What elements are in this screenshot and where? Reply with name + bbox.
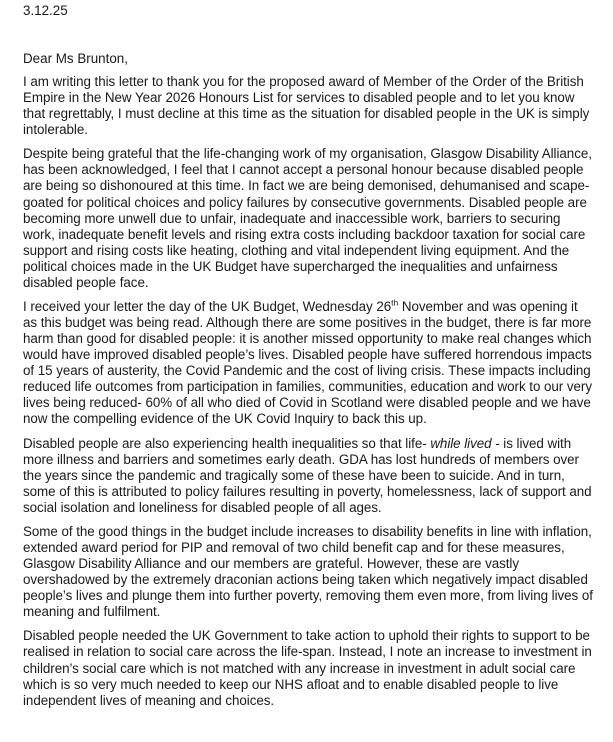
paragraph-4 bbox=[23, 436, 595, 516]
paragraph-3-start: I received your letter the day of the UK Budget, Wednesday 26 bbox=[23, 298, 392, 314]
emphasis-while-lived: while lived bbox=[430, 435, 492, 451]
paragraph-6: Disabled people needed the UK Government to take action to uphold their rights to support to be realised in relation to social care across the life-span. Instead, I note an increase to investment in children’s social care which is not matched with any increase in investment in adult social care which is so very much needed to keep our NHS afloat and to enable disabled people to live independent lives of meaning and choices. bbox=[23, 628, 592, 708]
paragraph-3 bbox=[23, 299, 595, 427]
paragraph-3-rest: November and was opening it as this budget was being read. Although there are some positives in the budget, there is far more harm than good for disabled people: it is another missed opportunity to make real changes which would have improved disabled people’s lives. Disabled people have suffered horrendous impacts of 15 years of austerity, the Covid Pandemic and the cost of living crisis. These impacts including reduced life outcomes from participation in families, communities, education and work to our very lives being reduced- 60% of all who died of Covid in Scotland were disabled people and we have now the compelling evidence of the UK Covid Inquiry to back this up. bbox=[23, 298, 592, 427]
letter-body bbox=[23, 74, 595, 717]
paragraph-2: Despite being grateful that the life-changing work of my organisation, Glasgow Disability Alliance, has been acknowledged, I feel that I cannot accept a personal honour because disabled people are being so dishonoured at this time. In fact we are being demonised, dehumanised and scape-goated for political choices and policy failures by consecutive governments. Disabled people are becoming more unwell due to unfair, inadequate and inaccessible work, barriers to securing work, inadequate benefit levels and rising extra costs including backdoor taxation for social care support and rising costs like heating, clothing and vital independent living equipment. And the political choices made in the UK Budget have supercharged the inequalities and unfairness disabled people face. bbox=[23, 146, 592, 290]
letter-page bbox=[23, 0, 595, 708]
salutation: Dear Ms Brunton, bbox=[23, 51, 128, 66]
paragraph-4-rest: - is lived with more illness and barriers and sometimes early death. GDA has lost hundreds of members over the years since the pandemic and tragically some of these have been to suicide. And in turn, some of this is attributed to policy failures resulting in poverty, homelessness, lack of support and social isolation and loneliness for disabled people of all ages. bbox=[23, 435, 592, 515]
ordinal-suffix: th bbox=[391, 297, 399, 308]
paragraph-4-start: Disabled people are also experiencing health inequalities so that life- bbox=[23, 435, 431, 451]
letter-date: 3.12.25 bbox=[23, 3, 68, 18]
paragraph-5: Some of the good things in the budget include increases to disability benefits in line with inflation, extended award period for PIP and removal of two child benefit cap and for these measures, Glasgow Disability Alliance and our members are grateful. However, these are vastly overshadowed by the extremely draconian actions being taken which negatively impact disabled people’s lives and plunge them into further poverty, removing them even more, from living lives of meaning and fulfilment. bbox=[23, 523, 593, 620]
paragraph-1: I am writing this letter to thank you for the proposed award of Member of the Order of the British Empire in the New Year 2026 Honours List for services to disabled people and to let you know that regrettably, I must decline at this time as the situation for disabled people in the UK is simply intolerable. bbox=[23, 74, 590, 138]
